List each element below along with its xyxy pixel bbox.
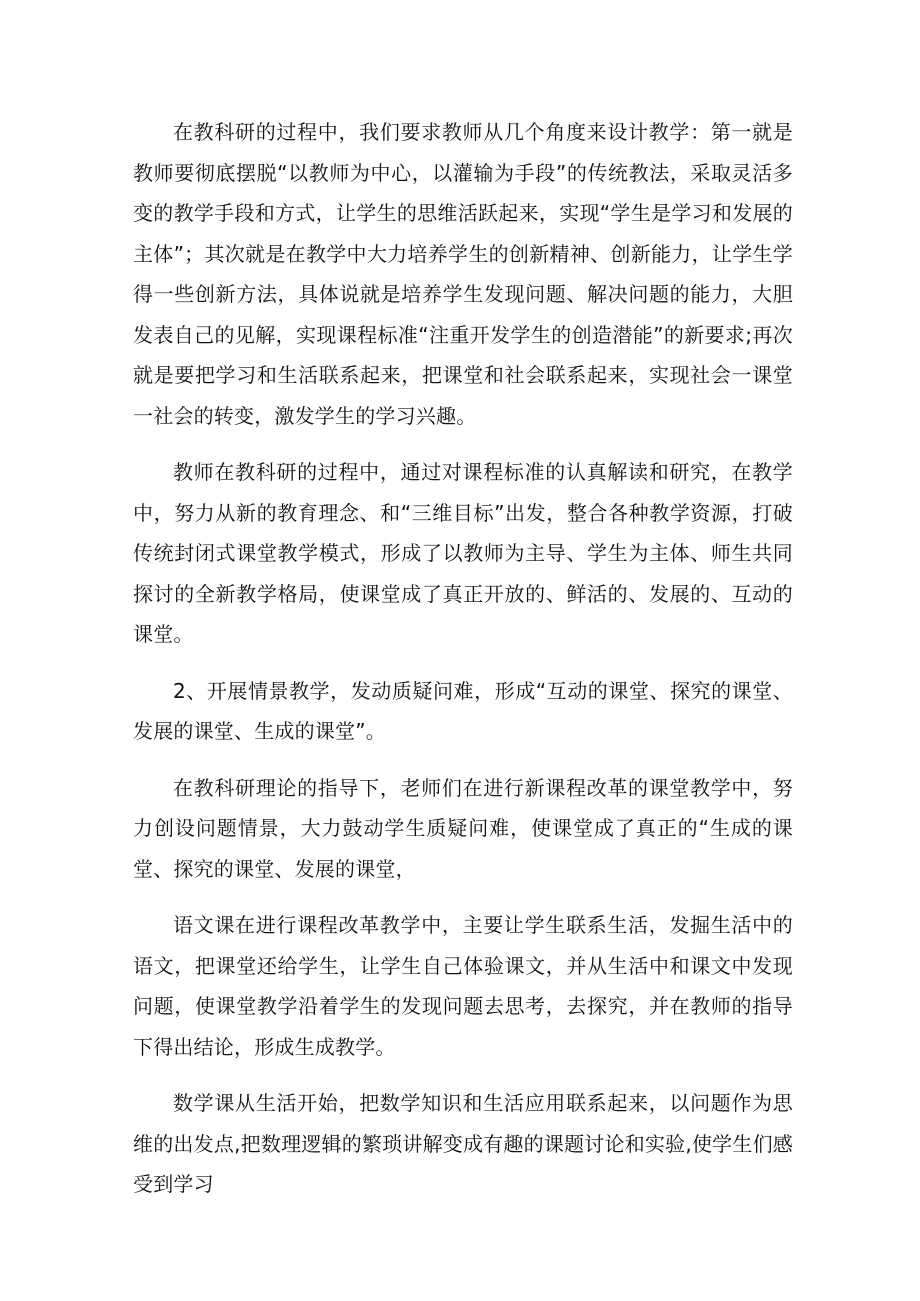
document-body [133,112,793,1205]
paragraph-curriculum-standards: 教师在教科研的过程中，通过对课程标准的认真解读和研究，在教学中，努力从新的教育理念、和“三维目标”出发，整合各种教学资源，打破传统封闭式课堂教学模式，形成了以教师为主导、学生为主体、师生共同探讨的全新教学格局，使课堂成了真正开放的、鲜活的、发展的、互动的课堂。 [133,460,793,646]
paragraph-section-2-heading: 2、开展情景教学，发动质疑问难，形成“互动的课堂、探究的课堂、发展的课堂、生成的课堂”。 [133,678,793,743]
paragraph-math-class: 数学课从生活开始，把数学知识和生活应用联系起来，以问题作为思维的出发点,把数理逻辑的繁琐讲解变成有趣的课题讨论和实验,使学生们感受到学习 [133,1091,793,1196]
paragraph-teaching-design: 在教科研的过程中，我们要求教师从几个角度来设计教学：第一就是教师要彻底摆脱“以教师为中心，以灌输为手段”的传统教法，采取灵活多变的教学手段和方式，让学生的思维活跃起来，实现“学生是学习和发展的主体”；其次就是在教学中大力培养学生的创新精神、创新能力，让学生学得一些创新方法，具体说就是培养学生发现问题、解决问题的能力，大胆发表自己的见解，实现课程标准“注重开发学生的创造潜能”的新要求;再次就是要把学习和生活联系起来，把课堂和社会联系起来，实现社会一课堂一社会的转变，激发学生的学习兴趣。 [133,120,793,428]
paragraph-theory-guidance: 在教科研理论的指导下，老师们在进行新课程改革的课堂教学中，努力创设问题情景，大力鼓动学生质疑问难，使课堂成了真正的“生成的课堂、探究的课堂、发展的课堂， [133,775,793,881]
paragraph-chinese-class: 语文课在进行课程改革教学中，主要让学生联系生活，发掘生活中的语文，把课堂还给学生，让学生自己体验课文，并从生活中和课文中发现问题，使课堂教学沿着学生的发现问题去思考，去探究，并在教师的指导下得出结论，形成生成教学。 [133,913,793,1059]
